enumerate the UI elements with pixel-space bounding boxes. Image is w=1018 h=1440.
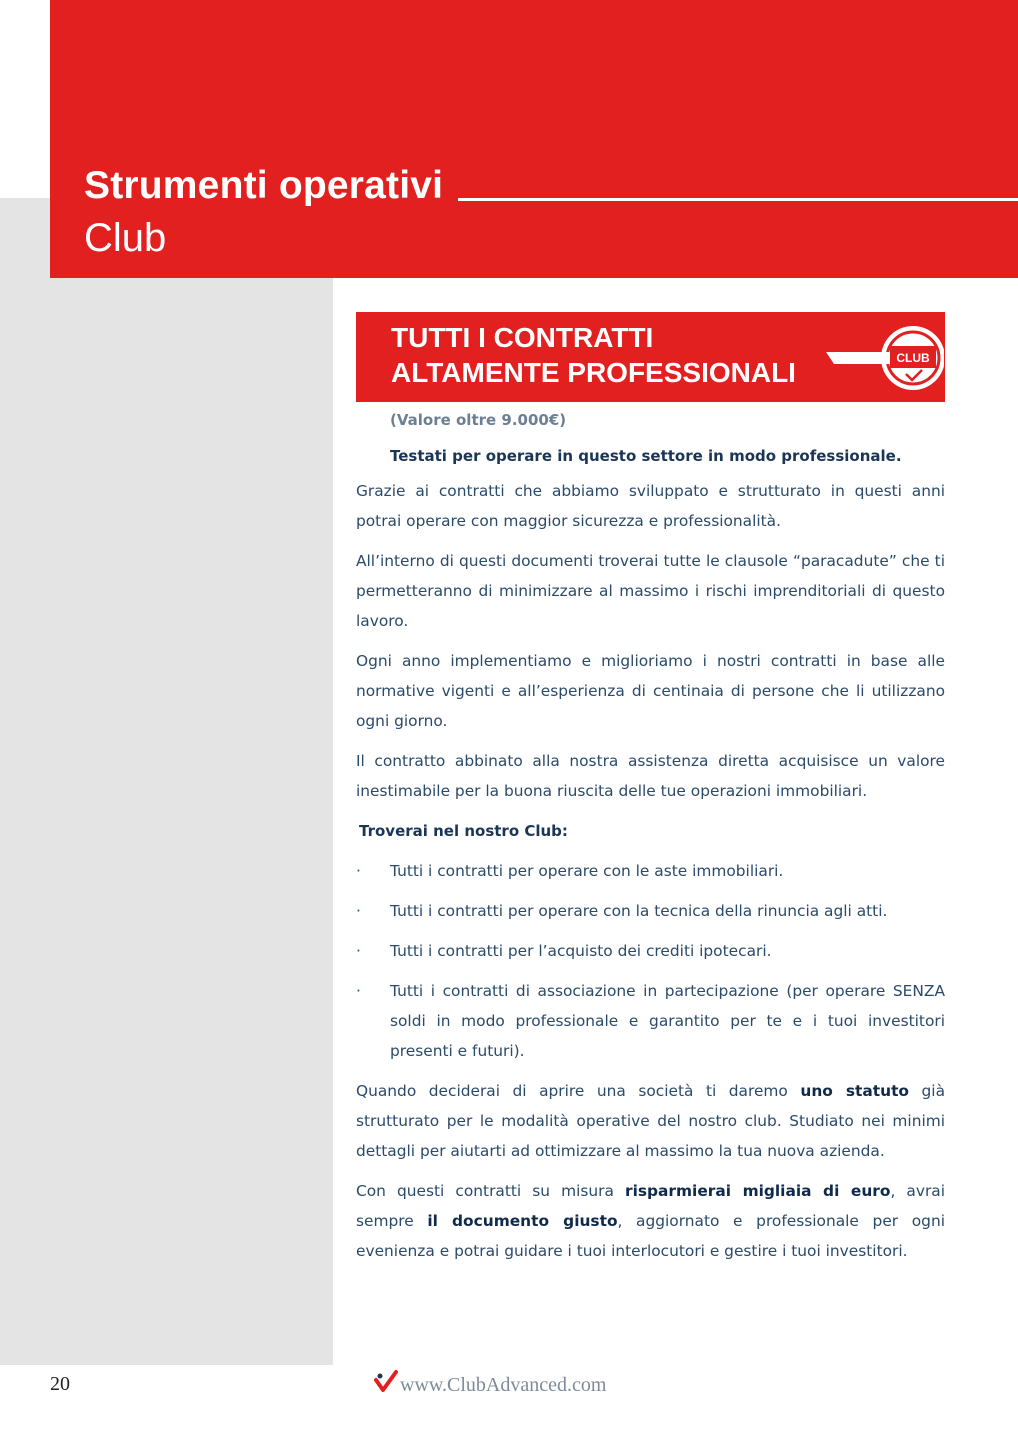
list-item	[356, 976, 945, 1066]
paragraph-2: All’interno di questi documenti troverai tutte le clausole “paracadute” che ti permetteranno di minimizzare al massimo i rischi imprenditoriali di questo lavoro.	[356, 552, 945, 630]
emphasis-text: uno statuto	[800, 1082, 909, 1100]
text-run: , aggiornato e professionale per ogni evenienza e potrai guidare i tuoi interlocutori e gestire i tuoi investitori.	[356, 1212, 945, 1260]
banner-heading	[391, 320, 796, 390]
bullet-icon: ·	[356, 902, 361, 920]
list-item-text: Tutti i contratti per operare con le aste immobiliari.	[390, 862, 784, 880]
bullet-icon: ·	[356, 942, 361, 960]
paragraph-4: Il contratto abbinato alla nostra assistenza diretta acquisisce un valore inestimabile per la buona riuscita delle tue operazioni immobiliari.	[356, 752, 945, 800]
lead-sentence: Testati per operare in questo settore in modo professionale.	[390, 447, 902, 465]
list-item-text: Tutti i contratti per operare con la tecnica della rinuncia agli atti.	[390, 902, 888, 920]
list-item	[356, 896, 945, 926]
badge-label: CLUB	[896, 351, 930, 365]
club-badge-icon	[824, 322, 944, 392]
text-run: già strutturato per le modalità operative del nostro club. Studiato nei minimi dettagli per aiutarti ad ottimizzare al massimo la tua nuova azienda.	[356, 1082, 945, 1160]
list-item-text: Tutti i contratti per l’acquisto dei crediti ipotecari.	[390, 942, 772, 960]
list-item-text: Tutti i contratti di associazione in partecipazione (per operare SENZA soldi in modo professionale e garantito per te e i tuoi investitori presenti e futuri).	[390, 982, 945, 1060]
list-item	[356, 936, 945, 966]
value-note: (Valore oltre 9.000€)	[390, 411, 567, 429]
page-header	[50, 0, 1018, 278]
website-url: www.ClubAdvanced.com	[400, 1374, 607, 1396]
header-divider	[458, 198, 1018, 201]
section-banner	[356, 312, 945, 402]
paragraph-6	[356, 1176, 945, 1266]
page-title: Strumenti operativi	[84, 164, 444, 207]
text-run: Con questi contratti su misura	[356, 1182, 625, 1200]
emphasis-text: risparmierai migliaia di euro	[625, 1182, 891, 1200]
bullet-icon: ·	[356, 982, 361, 1000]
side-panel	[0, 198, 333, 1365]
paragraph-1: Grazie ai contratti che abbiamo sviluppato e strutturato in questi anni potrai operare con maggior sicurezza e professionalità.	[356, 482, 945, 530]
list-item	[356, 856, 945, 886]
paragraph-3: Ogni anno implementiamo e miglioriamo i nostri contratti in base alle normative vigenti e all’esperienza di centinaia di persone che li utilizzano ogni giorno.	[356, 652, 945, 730]
footer-website	[374, 1370, 606, 1397]
bullet-icon: ·	[356, 862, 361, 880]
emphasis-text: il documento giusto	[427, 1212, 618, 1230]
text-run: Quando deciderai di aprire una società ti daremo	[356, 1082, 801, 1100]
contracts-list	[356, 856, 945, 1066]
page-number: 20	[50, 1373, 70, 1395]
text-run: , avrai sempre	[356, 1182, 946, 1230]
main-content	[356, 405, 945, 1276]
banner-line-2: ALTAMENTE PROFESSIONALI	[391, 357, 796, 388]
checkmark-logo-icon	[374, 1370, 398, 1394]
page-subtitle: Club	[84, 216, 167, 260]
list-heading: Troverai nel nostro Club:	[359, 822, 568, 840]
banner-line-1: TUTTI I CONTRATTI	[391, 322, 654, 353]
paragraph-5	[356, 1076, 945, 1166]
